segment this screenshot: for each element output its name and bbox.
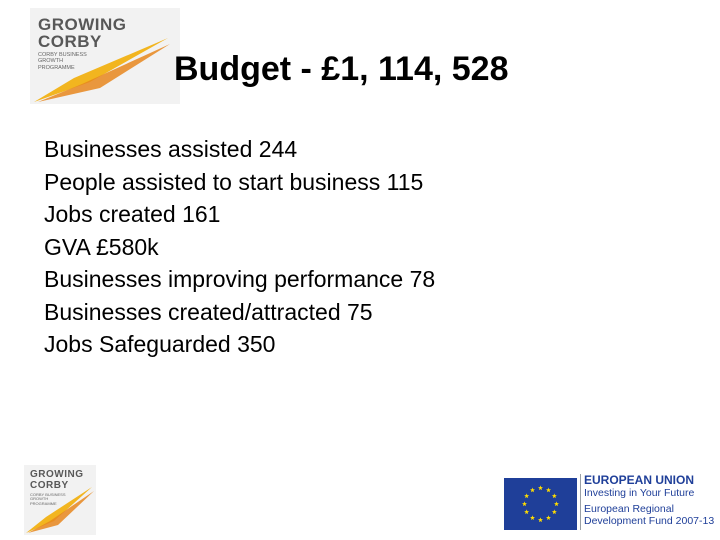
growing-corby-logo [30,8,180,104]
logo-word-growing: GROWING [30,469,84,480]
eu-funding-badge [504,473,715,530]
eu-star-icon [538,517,543,522]
logo-word-growing: GROWING [38,15,127,34]
logo-subtitle: CORBY BUSINESS GROWTH PROGRAMME [38,52,87,71]
stats-list [44,133,435,361]
logo-word-corby: CORBY [38,32,102,51]
stat-businesses-assisted: Businesses assisted 244 [44,136,298,162]
eu-star-icon [552,509,557,514]
growing-corby-logo-small [24,465,96,535]
eu-star-icon [538,485,543,490]
eu-tagline: Investing in Your Future [584,487,695,499]
eu-title: EUROPEAN UNION [584,473,695,487]
eu-star-icon [552,493,557,498]
eu-star-icon [524,509,529,514]
eu-star-icon [522,501,527,506]
stat-businesses-created: Businesses created/attracted 75 [44,298,373,325]
eu-star-icon [530,515,535,520]
eu-text-block [584,474,714,528]
stat-jobs-safeguarded: Jobs Safeguarded 350 [44,331,276,357]
stat-gva: GVA £580k [44,233,159,260]
logo-subtitle: CORBY BUSINESS GROWTH PROGRAMME [30,492,66,506]
stat-businesses-improving: Businesses improving performance 78 [44,266,436,292]
eu-stars-icon [504,478,577,530]
stat-jobs-created: Jobs created 161 [44,201,221,227]
eu-star-icon [530,488,535,493]
page-title: Budget - £1, 114, 528 [174,50,509,88]
eu-star-icon [546,488,551,493]
eu-flag-icon [504,478,577,530]
eu-fund-line1: European Regional [584,502,674,515]
stat-people-start-business: People assisted to start business 115 [44,168,424,195]
eu-fund-line2: Development Fund 2007-13 [584,515,715,527]
eu-divider [580,474,581,530]
eu-star-icon [546,515,551,520]
eu-star-icon [554,501,559,506]
eu-star-icon [524,493,529,498]
logo-word-corby: CORBY [30,480,69,491]
